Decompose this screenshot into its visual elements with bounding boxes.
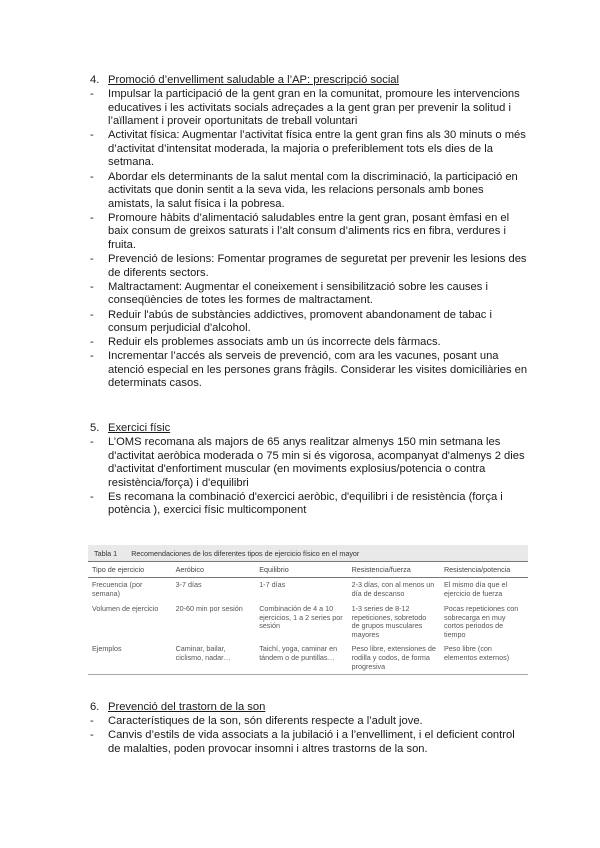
list-item-text: Característiques de la son, són diferents respecte a l’adult jove. [108,715,423,727]
bullet-dash: - [90,436,94,448]
section-heading [90,73,530,87]
table-cell: Peso libre, extensiones de rodilla y codos, de forma progresiva [348,642,440,675]
section-title: Promoció d’envelliment saludable a l’AP: prescripció social [108,74,400,86]
list-item-text: Reduir els problemes associats amb un ús incorrecte dels fàrmacs. [108,336,441,349]
table-cell: 20-60 min por sesión [175,604,243,613]
table-row [88,602,528,642]
list-item [90,88,530,129]
list-item-text: Promoure hàbits d’alimentació saludables entre la gent gran, posant èmfasi en el baix consum de greixos saturats i l’alt consum d’aliments rics en fibra, verdures i fruita. [108,211,510,252]
list-item [90,253,530,280]
table-row [88,642,528,675]
table-cell: Volumen de ejercicio [92,604,159,613]
section-number: 4. [90,74,100,86]
column-header: Resistencia/fuerza [348,562,440,578]
list-item-text: Maltractament: Augmentar el coneixement i sensibilització sobre les causes i conseqüències de totes les formes de maltractament. [108,280,488,307]
table-label: Tabla 1 [94,549,118,558]
list-item-text: Canvis d’estils de vida associats a la jubilació i a l’envelliment, i el deficient control de malalties, poden provocar insomni i altres trastorns de la son. [108,729,515,755]
list-item [90,336,530,350]
bullet-dash: - [90,490,94,503]
list-item [90,129,530,170]
table-cell: Taichí, yoga, caminar en tándem o de puntillas… [255,642,347,675]
table-cell: 2-3 días, con al menos un día de descanso [351,580,435,598]
section-title: Exercici físic [108,422,171,434]
list-item-text: Activitat física: Augmentar l’activitat física entre la gent gran fins als 30 minuts o més d’activitat d’intensitat moderada, la majoria o preferiblement tots els dies de la setmana. [108,129,526,169]
section-5 [90,421,530,519]
list-item [90,491,530,518]
table-cell: Frecuencia (por semana) [92,580,143,598]
table-cell: Caminar, bailar, ciclismo, nadar… [172,642,256,675]
section-number: 5. [90,422,100,434]
bullet-dash: - [90,280,94,293]
table-cell: Pocas repeticiones con sobrecarga en muy cortos periodos de tiempo [443,604,519,639]
table-cell: Ejemplos [88,642,172,675]
list-item-text: Prevenció de lesions: Fomentar programes de seguretat per prevenir les lesions des de diferents sectors. [108,253,527,279]
table-caption-text: Recomendaciones de los diferentes tipos de ejercicio físico en el mayor [131,549,360,558]
bullet-dash: - [90,129,94,142]
list-item-text: Impulsar la participació de la gent gran en la comunitat, promoure les intervencions educatives i les activitats socials adreçades a la gent gran per prevenir la solitud i l’aïllament i proveir oportunitats de treball voluntari [108,88,520,128]
table-caption [88,545,528,561]
list-item-text: Abordar els determinants de la salut mental com la discriminació, la participació en activitats que donin sentit a la seva vida, les relacions personals amb bones amistats, la salut física i la pobresa. [108,170,518,210]
list-item [90,729,530,756]
column-header: Resistencia/potencia [440,562,528,578]
column-header: Equilibrio [255,562,347,578]
bullet-dash: - [90,253,94,266]
bullet-list [90,88,530,391]
exercise-recommendations-table [88,545,528,671]
table-cell: 1-3 series de 8-12 repeticiones, sobretodo de grupos musculares mayores [351,604,427,639]
section-heading [90,700,530,714]
list-item-text: L’OMS recomana als majors de 65 anys realitzar almenys 150 min setmana les d'activitat aeròbica moderada o 75 min si és vigorosa, acompanyat d'almenys 2 dies d'activitat d'enfortiment muscular (en moviments explosius/potencia o contra resistència/força) i d'equilibri [108,436,525,489]
table-cell: 3-7 días [175,580,202,589]
bullet-list [90,715,530,756]
bullet-dash: - [90,350,94,363]
bullet-dash: - [90,170,94,183]
bullet-dash: - [90,211,94,224]
list-item [90,212,530,253]
table-cell: Combinación de 4 a 10 ejercicios, 1 a 2 series por sesión [259,604,343,631]
section-6 [90,700,530,757]
list-item [90,171,530,212]
table-cell: El mismo día que el ejercicio de fuerza [443,580,508,598]
section-heading [90,421,530,435]
column-header: Tipo de ejercicio [88,562,172,578]
bullet-dash: - [90,336,94,349]
bullet-dash: - [90,729,94,742]
table-cell: Peso libre (con elementos externos) [440,642,528,675]
list-item [90,436,530,490]
list-item [90,281,530,308]
table-cell: 1-7 días [259,580,286,589]
bullet-dash: - [90,715,94,727]
list-item-text: Es recomana la combinació d'exercici aeròbic, d'equilibri i de resistència (força i potència ), exercici físic multicomponent [108,490,503,517]
section-number: 6. [90,701,100,713]
section-4 [90,73,530,392]
table [88,561,528,675]
section-title: Prevenció del trastorn de la son [108,701,266,713]
list-item-text: Incrementar l’accés als serveis de prevenció, com ara les vacunes, posant una atenció especial en les persones grans fràgils. Considerar les visites domiciliàries en determinats casos. [108,350,528,390]
list-item [90,309,530,336]
list-item [90,350,530,391]
list-item [90,715,530,729]
list-item-text: Reduir l'abús de substàncies addictives, promovent abandonament de tabac i consum perjudicial d'alcohol. [108,308,492,335]
table-header-row [88,562,528,578]
column-header: Aeróbico [172,562,256,578]
bullet-list [90,436,530,518]
table-row [88,578,528,603]
bullet-dash: - [90,88,94,100]
bullet-dash: - [90,308,94,321]
